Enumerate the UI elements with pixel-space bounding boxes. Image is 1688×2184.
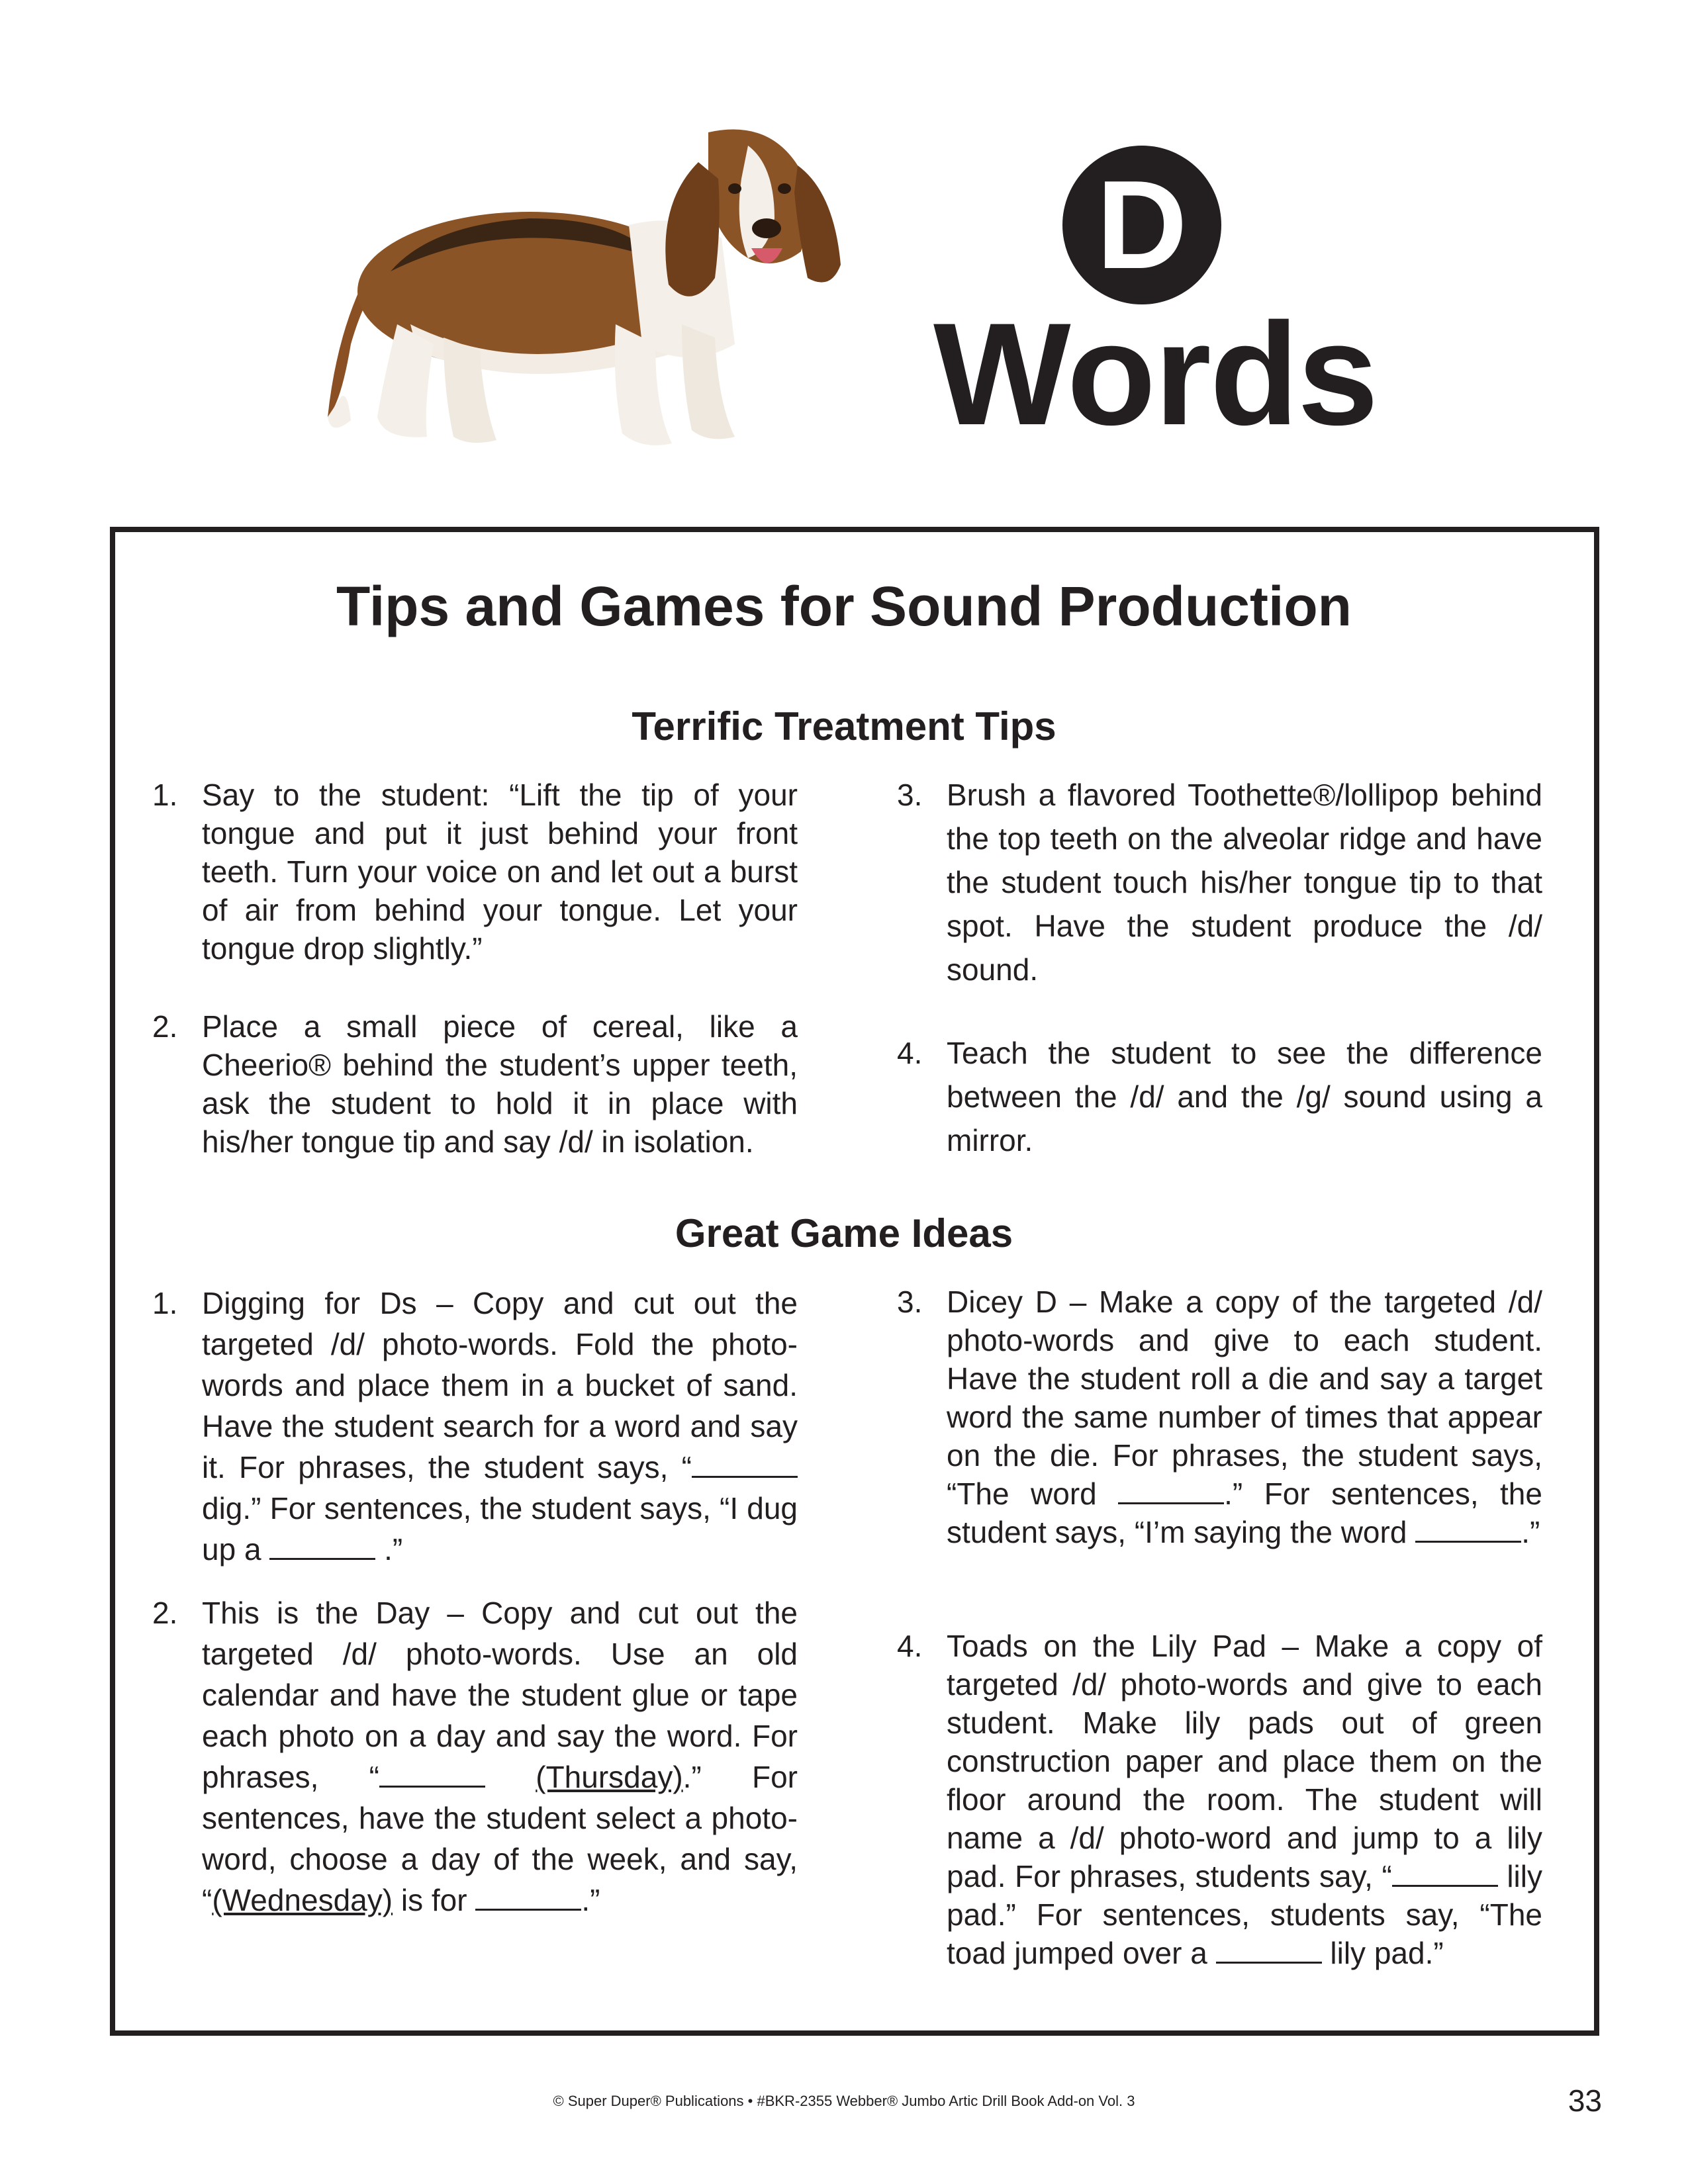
game-item [152,1283,798,1570]
game-number: 3. [897,1285,923,1319]
footer-credit: © Super Duper® Publications • #BKR-2355 Webber® Jumbo Artic Drill Book Add-on Vol. 3 [553,2093,1135,2109]
game-item [897,1627,1542,1972]
tips-heading: Terrific Treatment Tips [632,704,1056,749]
box-title: Tips and Games for Sound Production [336,575,1352,637]
letter-badge: D [1062,146,1221,304]
fill-blank [269,1531,375,1560]
fill-blank [1118,1476,1224,1504]
tip-number: 4. [897,1036,923,1070]
tip-number: 1. [152,778,178,812]
tip-item [897,773,1542,991]
fill-blank [1392,1858,1498,1887]
page-number: 33 [1568,2083,1602,2118]
tip-item [152,776,798,968]
tip-text: Teach the student to see the difference between the /d/ and the /g/ sound using a mirror. [947,1036,1542,1158]
fill-blank [1415,1514,1521,1543]
fill-blank [475,1882,581,1911]
tip-number: 3. [897,778,923,812]
tip-item [897,1031,1542,1162]
tip-text: Place a small piece of cereal, like a Cheerio® behind the student’s upper teeth, ask the student to hold it in place with his/her tongue tip and say /d/ in isolation. [202,1009,798,1159]
game-text: Dicey D – Make a copy of the targeted /d/ photo-words and give to each student. Have the student roll a die and say a target word the same number of times that appear on the die. For phrases, the student says, “The word .” For sentences, the student says, “I’m saying the word .” [947,1285,1542,1549]
game-number: 2. [152,1596,178,1630]
game-number: 1. [152,1286,178,1320]
tip-text: Say to the student: “Lift the tip of your tongue and put it just behind your front teeth. Turn your voice on and let out a burst of air from behind your tongue. Let your tongue drop slightly.” [202,778,798,966]
game-text: Digging for Ds – Copy and cut out the targeted /d/ photo-words. Fold the photo-words and place them in a bucket of sand. Have the student search for a word and say it. For phrases, the student says, “ dig.” For sentences, the student says, “I dug up a .” [202,1286,798,1567]
tip-item [152,1007,798,1161]
game-text: Toads on the Lily Pad – Make a copy of targeted /d/ photo-words and give to each student. Make lily pads out of green construction paper and place them on the floor around the room. The student will name a /d/ photo-word and jump to a lily pad. For phrases, students say, “ lily pad.” For sentences, students say, “The toad jumped over a lily pad.” [947,1629,1542,1970]
fill-blank [379,1759,485,1788]
basset-hound-image [311,126,861,470]
page-title: Words [933,293,1378,455]
fill-blank [692,1449,798,1478]
fill-blank [1216,1935,1322,1964]
games-heading: Great Game Ideas [675,1211,1013,1255]
game-number: 4. [897,1629,923,1663]
game-item [152,1592,798,1921]
game-text: This is the Day – Copy and cut out the targeted /d/ photo-words. Use an old calendar and have the student glue or tape each photo on a day and say the word. For phrases, “ (Thursday).” For sentences, have the student select a photo-word, choose a day of the week, and say, “(Wednesday) is for .” [202,1596,798,1917]
tip-text: Brush a flavored Toothette®/lollipop behind the top teeth on the alveolar ridge and have the student touch his/her tongue tip to that spot. Have the student produce the /d/ sound. [947,778,1542,987]
game-item [897,1283,1542,1551]
tip-number: 2. [152,1009,178,1044]
